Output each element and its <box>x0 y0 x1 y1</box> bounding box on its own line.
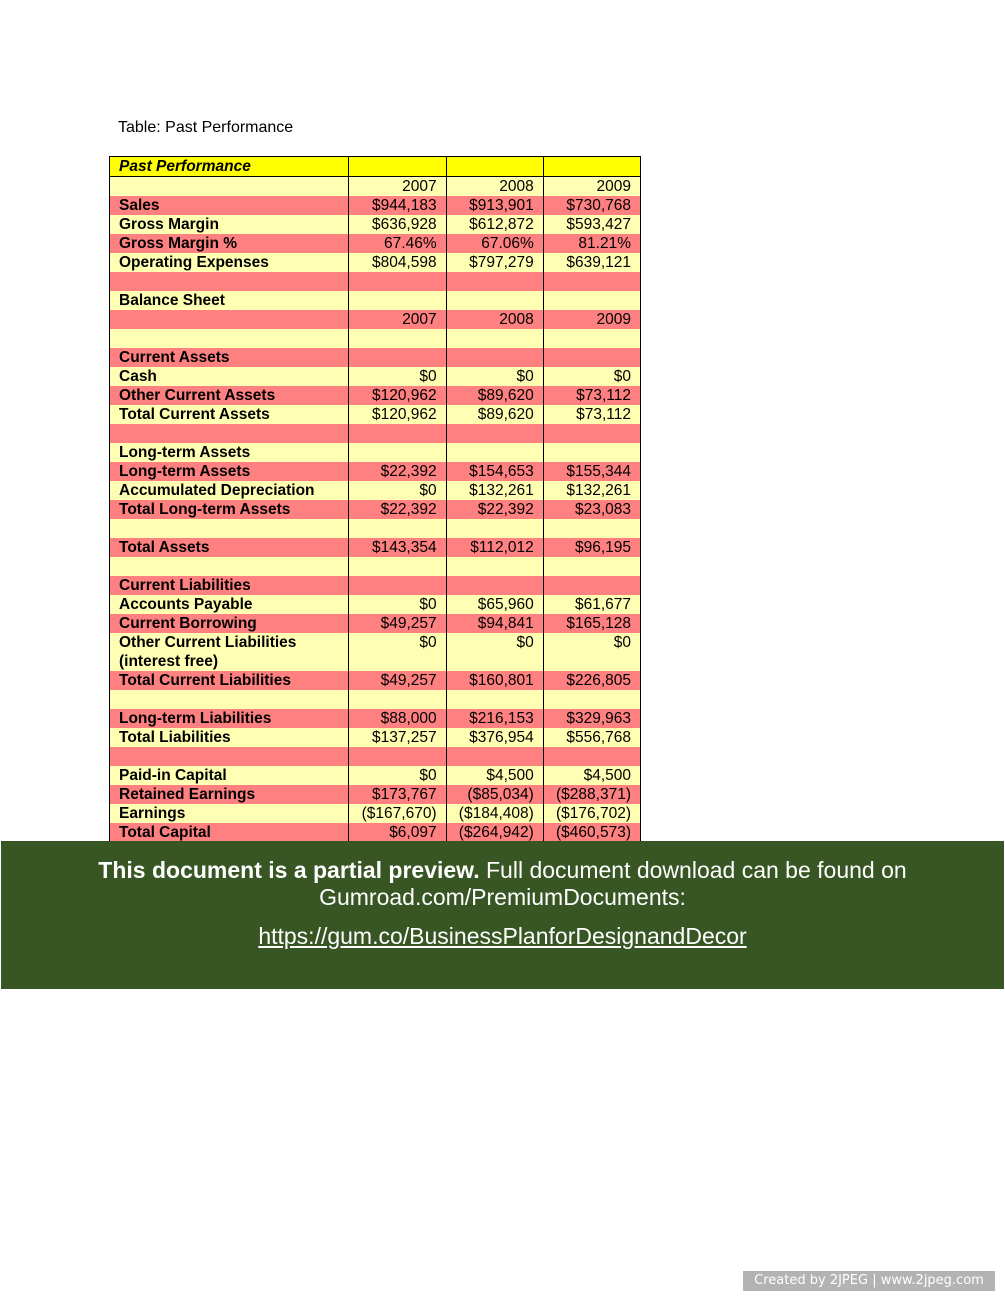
table-row <box>110 804 641 823</box>
table-row <box>110 671 641 690</box>
value-cell: $0 <box>349 766 446 785</box>
value-cell: $0 <box>543 367 640 386</box>
row-label: Current Assets <box>110 348 349 367</box>
row-label: Total Capital <box>110 823 349 842</box>
table-row <box>110 538 641 557</box>
value-cell: $49,257 <box>349 614 446 633</box>
row-label <box>110 329 349 348</box>
table-row <box>110 766 641 785</box>
value-cell <box>446 576 543 595</box>
row-label <box>110 424 349 443</box>
value-cell: 67.46% <box>349 234 446 253</box>
value-cell: 2009 <box>543 310 640 329</box>
table-row <box>110 557 641 576</box>
row-label: Balance Sheet <box>110 291 349 310</box>
row-label: Long-term Assets <box>110 462 349 481</box>
value-cell: $65,960 <box>446 595 543 614</box>
table-row <box>110 462 641 481</box>
value-cell <box>349 272 446 291</box>
value-cell: $23,083 <box>543 500 640 519</box>
table-row <box>110 576 641 595</box>
row-label: Operating Expenses <box>110 253 349 272</box>
table-row <box>110 310 641 329</box>
table-row <box>110 329 641 348</box>
banner-bold-text: This document is a partial preview. <box>98 857 480 883</box>
value-cell: $329,963 <box>543 709 640 728</box>
row-label: Total Liabilities <box>110 728 349 747</box>
value-cell: $89,620 <box>446 405 543 424</box>
table-row <box>110 196 641 215</box>
row-label: Long-term Assets <box>110 443 349 462</box>
value-cell <box>349 424 446 443</box>
value-cell: ($176,702) <box>543 804 640 823</box>
table-row <box>110 728 641 747</box>
value-cell: $112,012 <box>446 538 543 557</box>
value-cell <box>543 443 640 462</box>
row-label: Current Borrowing <box>110 614 349 633</box>
value-cell: 2008 <box>446 310 543 329</box>
table-row <box>110 367 641 386</box>
table-row <box>110 291 641 310</box>
row-label: Paid-in Capital <box>110 766 349 785</box>
value-cell: $120,962 <box>349 386 446 405</box>
value-cell <box>543 747 640 766</box>
table-row <box>110 785 641 804</box>
value-cell <box>349 747 446 766</box>
row-label: Total Assets <box>110 538 349 557</box>
table-row <box>110 272 641 291</box>
value-cell: $173,767 <box>349 785 446 804</box>
table-row <box>110 519 641 538</box>
value-cell: $593,427 <box>543 215 640 234</box>
table-row <box>110 633 641 671</box>
value-cell: $88,000 <box>349 709 446 728</box>
row-label: Current Liabilities <box>110 576 349 595</box>
value-cell <box>446 747 543 766</box>
value-cell: ($460,573) <box>543 823 640 842</box>
value-cell: ($167,670) <box>349 804 446 823</box>
value-cell <box>543 519 640 538</box>
value-cell <box>543 424 640 443</box>
value-cell: $730,768 <box>543 196 640 215</box>
value-cell: $49,257 <box>349 671 446 690</box>
preview-banner <box>1 841 1004 989</box>
value-cell: $94,841 <box>446 614 543 633</box>
table-caption: Table: Past Performance <box>118 119 294 136</box>
value-cell <box>543 272 640 291</box>
value-cell <box>446 424 543 443</box>
table-row <box>110 823 641 842</box>
value-cell: $96,195 <box>543 538 640 557</box>
value-cell <box>543 576 640 595</box>
value-cell: $132,261 <box>446 481 543 500</box>
value-cell: ($85,034) <box>446 785 543 804</box>
value-cell: $0 <box>543 633 640 671</box>
value-cell: $137,257 <box>349 728 446 747</box>
value-cell: 2007 <box>349 177 446 197</box>
value-cell: $639,121 <box>543 253 640 272</box>
row-label: Accumulated Depreciation <box>110 481 349 500</box>
table-row <box>110 614 641 633</box>
row-label: Total Current Liabilities <box>110 671 349 690</box>
header-cell <box>349 157 446 177</box>
value-cell: $4,500 <box>543 766 640 785</box>
table-row <box>110 500 641 519</box>
value-cell <box>543 329 640 348</box>
header-cell <box>543 157 640 177</box>
value-cell: $797,279 <box>446 253 543 272</box>
table-row <box>110 177 641 197</box>
value-cell <box>543 690 640 709</box>
banner-text: Full document download can be found on <box>479 857 907 883</box>
value-cell <box>446 329 543 348</box>
value-cell: ($264,942) <box>446 823 543 842</box>
value-cell: $612,872 <box>446 215 543 234</box>
value-cell: $226,805 <box>543 671 640 690</box>
value-cell <box>446 557 543 576</box>
value-cell <box>446 291 543 310</box>
value-cell <box>349 348 446 367</box>
value-cell: $155,344 <box>543 462 640 481</box>
value-cell: $0 <box>349 481 446 500</box>
table-row <box>110 348 641 367</box>
value-cell: $132,261 <box>543 481 640 500</box>
value-cell: $22,392 <box>446 500 543 519</box>
table-row <box>110 443 641 462</box>
value-cell <box>349 291 446 310</box>
value-cell: $61,677 <box>543 595 640 614</box>
watermark: Created by 2JPEG | www.2jpeg.com <box>743 1271 995 1291</box>
value-cell <box>349 329 446 348</box>
value-cell <box>349 557 446 576</box>
value-cell: $216,153 <box>446 709 543 728</box>
value-cell: 2008 <box>446 177 543 197</box>
value-cell: $944,183 <box>349 196 446 215</box>
value-cell: $556,768 <box>543 728 640 747</box>
table-row <box>110 253 641 272</box>
value-cell <box>446 348 543 367</box>
row-label: Total Long-term Assets <box>110 500 349 519</box>
value-cell: $0 <box>349 367 446 386</box>
value-cell <box>349 576 446 595</box>
value-cell: $0 <box>446 633 543 671</box>
table-row <box>110 595 641 614</box>
row-label <box>110 177 349 197</box>
value-cell: $6,097 <box>349 823 446 842</box>
value-cell: ($288,371) <box>543 785 640 804</box>
table-row <box>110 690 641 709</box>
value-cell: 2007 <box>349 310 446 329</box>
past-performance-table <box>109 156 641 842</box>
table-row <box>110 481 641 500</box>
value-cell <box>446 519 543 538</box>
row-label: Retained Earnings <box>110 785 349 804</box>
value-cell <box>543 557 640 576</box>
value-cell: $165,128 <box>543 614 640 633</box>
value-cell: $376,954 <box>446 728 543 747</box>
row-label: Total Current Assets <box>110 405 349 424</box>
value-cell: $89,620 <box>446 386 543 405</box>
row-label: Earnings <box>110 804 349 823</box>
value-cell: $22,392 <box>349 462 446 481</box>
value-cell: 67.06% <box>446 234 543 253</box>
table-row <box>110 709 641 728</box>
value-cell <box>349 519 446 538</box>
value-cell: $4,500 <box>446 766 543 785</box>
table-row <box>110 386 641 405</box>
table-title: Past Performance <box>110 157 349 177</box>
table-row <box>110 234 641 253</box>
value-cell: $0 <box>349 595 446 614</box>
value-cell: 2009 <box>543 177 640 197</box>
value-cell: $73,112 <box>543 386 640 405</box>
table-row <box>110 424 641 443</box>
row-label: Gross Margin <box>110 215 349 234</box>
value-cell: ($184,408) <box>446 804 543 823</box>
row-label <box>110 310 349 329</box>
value-cell: $120,962 <box>349 405 446 424</box>
value-cell: $0 <box>446 367 543 386</box>
row-label: Gross Margin % <box>110 234 349 253</box>
value-cell: $154,653 <box>446 462 543 481</box>
value-cell <box>446 690 543 709</box>
table-row <box>110 747 641 766</box>
value-cell: $22,392 <box>349 500 446 519</box>
banner-line-1 <box>1 841 1004 884</box>
value-cell <box>543 348 640 367</box>
row-label <box>110 557 349 576</box>
value-cell <box>446 272 543 291</box>
value-cell: $143,354 <box>349 538 446 557</box>
value-cell: $804,598 <box>349 253 446 272</box>
value-cell <box>446 443 543 462</box>
row-label <box>110 519 349 538</box>
value-cell: $160,801 <box>446 671 543 690</box>
value-cell: $913,901 <box>446 196 543 215</box>
row-label: Cash <box>110 367 349 386</box>
table-row <box>110 215 641 234</box>
header-cell <box>446 157 543 177</box>
row-label: Long-term Liabilities <box>110 709 349 728</box>
table-header-row <box>110 157 641 177</box>
value-cell <box>543 291 640 310</box>
download-link[interactable]: https://gum.co/BusinessPlanforDesignandDecor <box>258 923 747 949</box>
value-cell: $0 <box>349 633 446 671</box>
row-label: Other Current Liabilities (interest free) <box>110 633 349 671</box>
row-label <box>110 747 349 766</box>
value-cell: 81.21% <box>543 234 640 253</box>
banner-line-2: Gumroad.com/PremiumDocuments: <box>319 884 686 910</box>
value-cell <box>349 443 446 462</box>
row-label <box>110 690 349 709</box>
value-cell: $636,928 <box>349 215 446 234</box>
table-row <box>110 405 641 424</box>
value-cell <box>349 690 446 709</box>
row-label: Accounts Payable <box>110 595 349 614</box>
row-label <box>110 272 349 291</box>
row-label: Other Current Assets <box>110 386 349 405</box>
row-label: Sales <box>110 196 349 215</box>
value-cell: $73,112 <box>543 405 640 424</box>
